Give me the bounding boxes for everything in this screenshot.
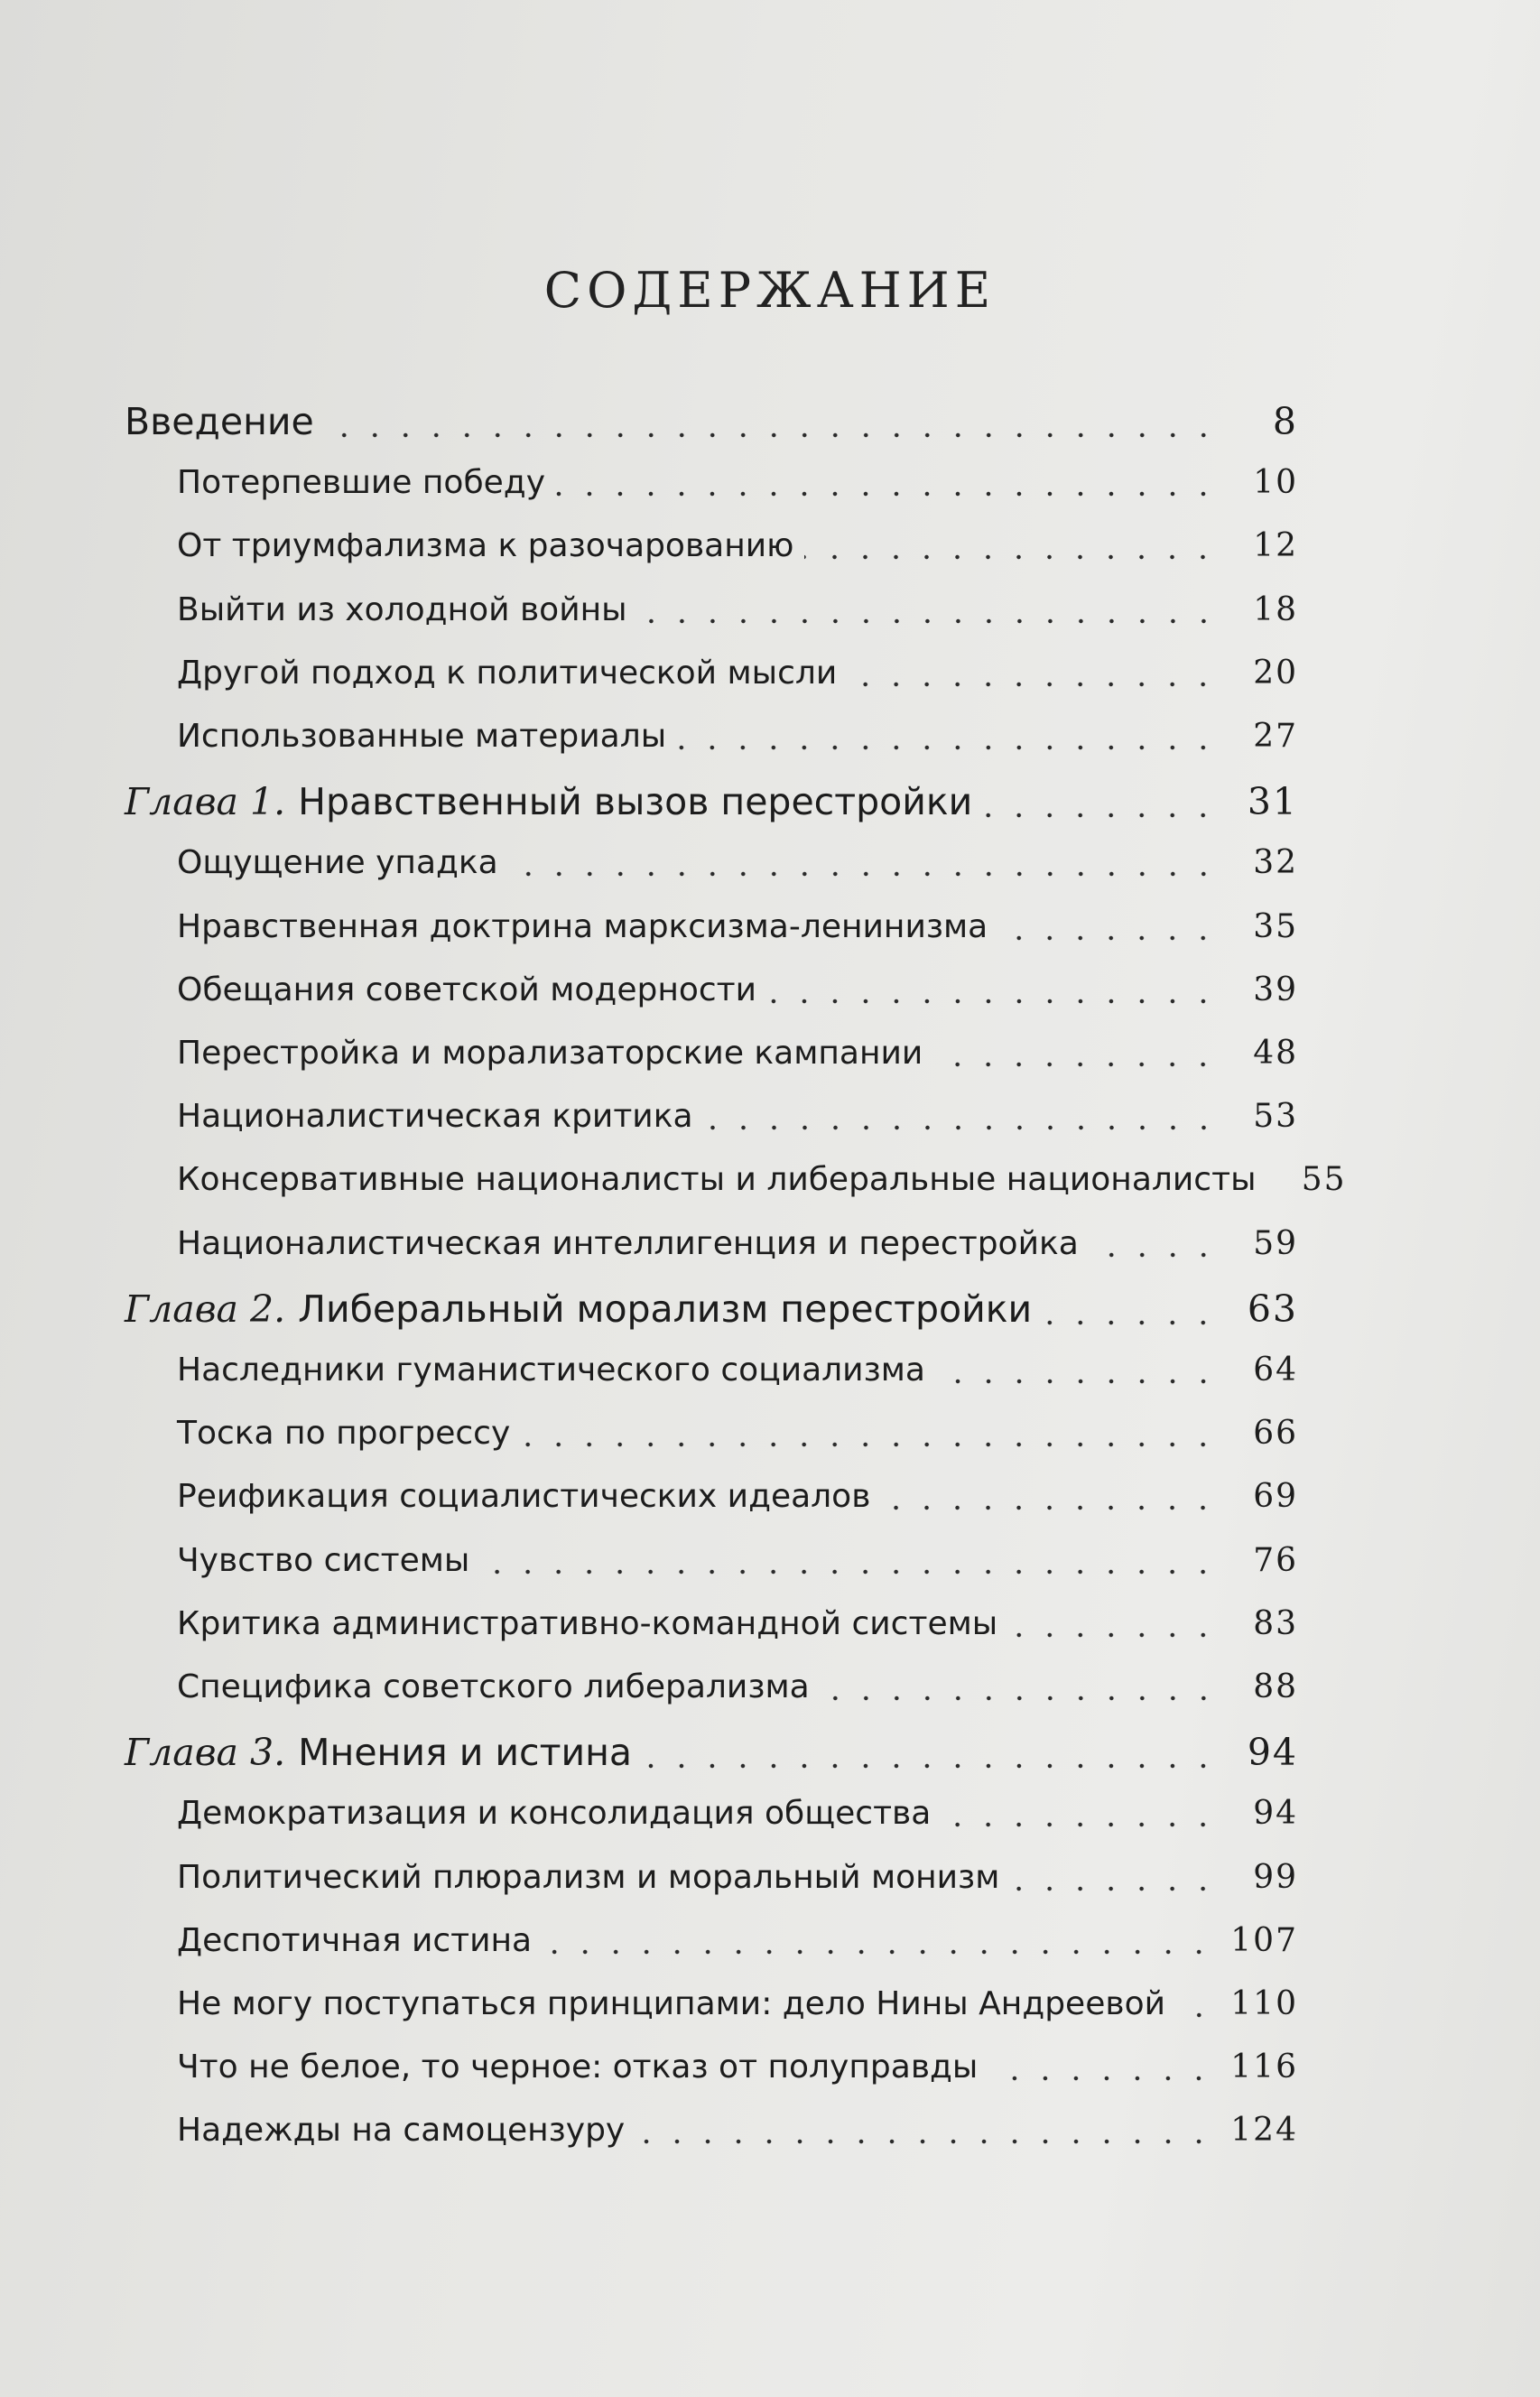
section-title: Обещания советской модерности xyxy=(177,971,757,1008)
section-title: Реификация социалистических идеалов xyxy=(177,1478,871,1515)
page-number: 31 xyxy=(1247,780,1298,823)
toc-section-entry xyxy=(177,524,1298,574)
page-title: СОДЕРЖАНИЕ xyxy=(543,262,997,319)
dot-leader xyxy=(933,1036,1219,1069)
section-title: Что не белое, то черное: отказ от полуправды xyxy=(177,2049,979,2086)
page-number: 110 xyxy=(1230,1985,1298,2022)
toc-section-entry xyxy=(177,1222,1298,1272)
section-title: Нравственная доктрина марксизма-ленинизма xyxy=(177,908,988,945)
section-title: Националистическая интеллигенция и перестройка xyxy=(177,1225,1079,1262)
toc-intro-entry xyxy=(125,397,1298,448)
intro-title: Введение xyxy=(125,400,314,443)
section-title: Консервативные националисты и либеральные националисты xyxy=(177,1161,1257,1198)
toc-section-entry xyxy=(177,714,1298,765)
page-number: 94 xyxy=(1253,1795,1298,1832)
section-title: Выйти из холодной войны xyxy=(177,591,627,628)
section-title: Деспотичная истина xyxy=(177,1922,533,1959)
page-number: 48 xyxy=(1253,1035,1298,1072)
toc-section-entry xyxy=(177,1538,1298,1589)
toc-section-entry xyxy=(177,2045,1298,2095)
toc-chapter-entry xyxy=(125,1728,1298,1779)
section-title: Другой подход к политической мысли xyxy=(177,655,838,692)
dot-leader xyxy=(643,1733,1219,1770)
page-number: 55 xyxy=(1301,1161,1347,1198)
dot-leader xyxy=(704,1100,1220,1132)
toc-chapter-entry xyxy=(125,1285,1298,1335)
dot-leader xyxy=(988,2050,1214,2083)
toc-section-entry xyxy=(177,1031,1298,1082)
section-title: Чувство системы xyxy=(177,1542,470,1579)
page-number: 83 xyxy=(1253,1605,1298,1642)
page-number: 39 xyxy=(1253,971,1298,1008)
dot-leader xyxy=(480,1544,1219,1576)
dot-leader xyxy=(677,720,1219,752)
toc-section-entry xyxy=(177,1411,1298,1462)
section-title: Использованные материалы xyxy=(177,718,667,755)
page-number: 69 xyxy=(1253,1478,1298,1515)
toc-section-entry xyxy=(177,841,1298,891)
chapter-number: Глава 1. xyxy=(125,780,286,823)
toc-section-entry xyxy=(177,1602,1298,1652)
section-title: Тоска по прогрессу xyxy=(177,1415,511,1452)
section-title: Националистическая критика xyxy=(177,1098,693,1135)
page-number: 66 xyxy=(1253,1415,1298,1452)
page-number: 76 xyxy=(1253,1542,1298,1579)
page-number: 116 xyxy=(1230,2049,1298,2086)
page-number: 18 xyxy=(1253,591,1298,628)
page-number: 8 xyxy=(1272,400,1298,443)
dot-leader xyxy=(983,783,1219,820)
section-title: Надежды на самоцензуру xyxy=(177,2112,626,2149)
dot-leader xyxy=(804,529,1219,562)
section-title: Не могу поступаться принципами: дело Нины Андреевой xyxy=(177,1985,1165,2022)
dot-leader xyxy=(638,593,1219,626)
dot-leader xyxy=(635,2114,1214,2146)
page-number: 63 xyxy=(1247,1287,1298,1331)
dot-leader xyxy=(998,910,1219,943)
dot-leader xyxy=(521,1417,1219,1449)
section-title: Наследники гуманистического социализма xyxy=(177,1352,925,1389)
page-number: 88 xyxy=(1253,1668,1298,1705)
dot-leader xyxy=(325,403,1219,440)
chapter-number: Глава 2. xyxy=(125,1287,286,1331)
toc-section-entry xyxy=(177,460,1298,511)
toc-section-entry xyxy=(177,1348,1298,1398)
toc-section-entry xyxy=(177,1919,1298,1969)
dot-leader xyxy=(1008,1607,1219,1640)
dot-leader xyxy=(1010,1861,1219,1893)
section-title: Потерпевшие победу xyxy=(177,464,546,501)
dot-leader xyxy=(942,1797,1219,1829)
page-number: 53 xyxy=(1253,1098,1298,1135)
page-number: 20 xyxy=(1253,655,1298,692)
page-number: 10 xyxy=(1253,464,1298,501)
dot-leader xyxy=(936,1353,1219,1386)
chapter-title: Мнения и истина xyxy=(298,1731,633,1774)
chapter-title: Либеральный морализм перестройки xyxy=(298,1287,1033,1331)
page-number: 35 xyxy=(1253,908,1298,945)
toc-section-entry xyxy=(177,1982,1298,2032)
dot-leader xyxy=(1043,1290,1219,1327)
toc-section-entry xyxy=(177,651,1298,701)
section-title: Перестройка и морализаторские кампании xyxy=(177,1035,923,1072)
toc-section-entry xyxy=(177,905,1298,955)
toc-section-entry xyxy=(177,1791,1298,1842)
dot-leader xyxy=(1176,1987,1214,2020)
toc-section-entry xyxy=(177,1157,1347,1208)
page-number: 107 xyxy=(1230,1922,1298,1959)
toc-section-entry xyxy=(177,588,1298,638)
dot-leader xyxy=(1090,1227,1219,1259)
page-number: 27 xyxy=(1253,718,1298,755)
page-number: 59 xyxy=(1253,1225,1298,1262)
toc-section-entry xyxy=(177,968,1298,1018)
section-title: Специфика советского либерализма xyxy=(177,1668,810,1705)
section-title: Политический плюрализм и моральный монизм xyxy=(177,1859,1000,1896)
section-title: Демократизация и консолидация общества xyxy=(177,1795,932,1832)
section-title: От триумфализма к разочарованию xyxy=(177,527,794,564)
page-number: 12 xyxy=(1253,527,1298,564)
toc-section-entry xyxy=(177,2108,1298,2159)
dot-leader xyxy=(767,973,1219,1006)
toc-section-entry xyxy=(177,1855,1298,1906)
dot-leader xyxy=(556,466,1219,498)
dot-leader xyxy=(821,1670,1219,1703)
page-number: 94 xyxy=(1247,1731,1298,1774)
toc-chapter-entry xyxy=(125,777,1298,828)
page-number: 99 xyxy=(1253,1859,1298,1896)
toc-section-entry xyxy=(177,1094,1298,1145)
toc-section-entry xyxy=(177,1474,1298,1525)
page-number: 64 xyxy=(1253,1352,1298,1389)
dot-leader xyxy=(848,656,1219,689)
section-title: Ощущение упадка xyxy=(177,844,498,881)
chapter-title: Нравственный вызов перестройки xyxy=(298,780,973,823)
dot-leader xyxy=(881,1480,1219,1512)
page-number: 124 xyxy=(1230,2112,1298,2149)
chapter-number: Глава 3. xyxy=(125,1731,286,1774)
section-title: Критика административно-командной системы xyxy=(177,1605,998,1642)
dot-leader xyxy=(543,1924,1214,1956)
dot-leader xyxy=(509,846,1219,878)
page-number: 32 xyxy=(1253,844,1298,881)
toc-section-entry xyxy=(177,1665,1298,1715)
